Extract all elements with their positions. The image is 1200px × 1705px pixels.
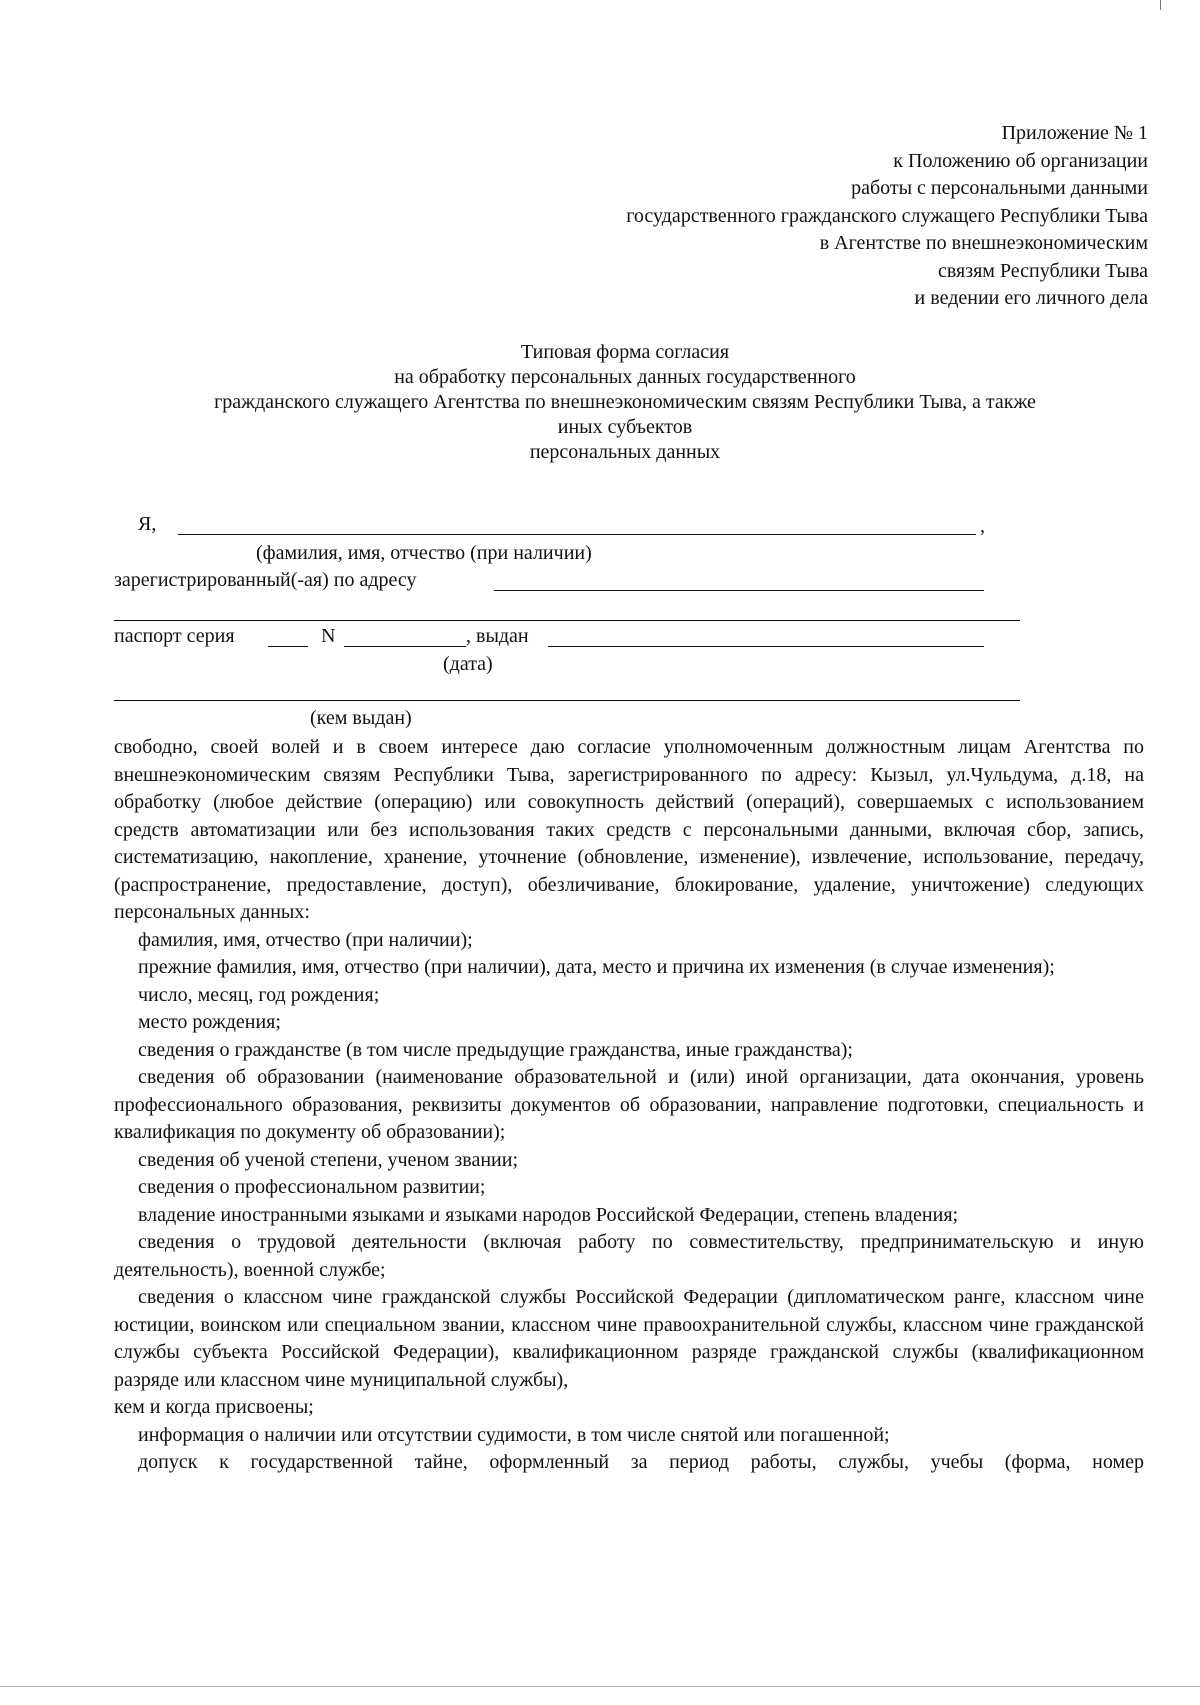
scan-bottom-edge — [0, 1686, 1200, 1687]
scan-edge-mark — [1160, 0, 1161, 10]
address-label: зарегистрированный(-ая) по адресу — [114, 569, 417, 591]
ya-label: Я, — [138, 513, 157, 535]
list-item: сведения о профессиональном развитии; — [138, 1176, 486, 1198]
title-line: Типовая форма согласия — [520, 341, 730, 363]
list-item: сведения об ученой степени, ученом звании; — [138, 1148, 519, 1171]
list-item: владение иностранными языками и языками народов Российской Федерации, степень владения; — [138, 1203, 959, 1226]
list-item: сведения о трудовой деятельности (включая работу по совместительству, предпринимательскую и иную деятельность), военной службе; — [114, 1231, 1144, 1281]
appendix-header — [626, 120, 1148, 313]
appendix-line: связям Республики Тыва — [937, 259, 1148, 282]
list-item: информация о наличии или отсутствии судимости, в том числе снятой или погашенной; — [138, 1423, 890, 1446]
fio-caption: (фамилия, имя, отчество (при наличии) — [256, 542, 592, 564]
title-line: персональных данных — [529, 441, 721, 463]
address-field-continued[interactable] — [114, 620, 1020, 621]
list-item: сведения о гражданстве (в том числе предыдущие гражданства, иные гражданства); — [138, 1038, 853, 1061]
issued-by-caption: (кем выдан) — [310, 707, 412, 729]
list-item: кем и когда присвоены; — [114, 1396, 314, 1418]
consent-intro-paragraph: свободно, своей волей и в своем интересе даю согласие уполномоченным должностным лицам Агентства по внешнеэкономическим связям Республики Тыва, зарегистрированного по адресу: Кызыл, ул.Чульдума, д.18, на обработку (любое действие (операцию) или совокупность действий (операций), совершаемых с использованием средств автоматизации или без использования таких средств с персональными данными, включая сбор, запись, систематизацию, накопление, хранение, уточнение (обновление, изменение), извлечение, использование, передачу, (распространение, предоставление, доступ), обезличивание, блокирование, удаление, уничтожение) следующих персональных данных: — [114, 736, 1144, 923]
title-line: иных субъектов — [557, 416, 693, 438]
passport-number-field[interactable] — [344, 646, 466, 647]
form-title — [110, 340, 1140, 465]
passport-series-field[interactable] — [268, 646, 308, 647]
fio-field[interactable] — [178, 534, 976, 535]
list-item: число, месяц, год рождения; — [138, 983, 380, 1006]
appendix-line: к Положению об организации — [893, 149, 1148, 172]
date-caption: (дата) — [443, 653, 493, 675]
consent-body — [114, 734, 1144, 1477]
title-line: на обработку персональных данных государственного — [394, 366, 856, 388]
appendix-line: в Агентстве по внешнеэкономическим — [819, 232, 1148, 254]
issued-label: , выдан — [466, 625, 529, 647]
passport-number-label: N — [321, 625, 336, 647]
list-item: фамилия, имя, отчество (при наличии); — [138, 928, 473, 951]
fio-comma: , — [980, 515, 985, 537]
passport-series-label: паспорт серия — [114, 625, 235, 647]
list-item: сведения об образовании (наименование образовательной и (или) иной организации, дата окончания, уровень профессионального образования, реквизиты документов об образовании, направление подготовки, специальность и квалификация по документу об образовании); — [114, 1066, 1144, 1143]
list-item: место рождения; — [138, 1011, 281, 1033]
address-field[interactable] — [494, 590, 984, 591]
appendix-line: Приложение № 1 — [1001, 122, 1148, 144]
appendix-line: работы с персональными данными — [851, 177, 1148, 199]
issue-date-field[interactable] — [548, 646, 984, 647]
list-item: сведения о классном чине гражданской службы Российской Федерации (дипломатическом ранге, классном чине юстиции, воинском или специальном звании, классном чине правоохранительной службы, классном чине гражданской службы субъекта Российской Федерации), квалификационном разряде гражданской службы (квалификационном разряде или классном чине муниципальной службы), — [114, 1286, 1144, 1391]
appendix-line: и ведении его личного дела — [914, 287, 1148, 309]
list-item: допуск к государственной тайне, оформленный за период работы, службы, учебы (форма, номер — [138, 1451, 1144, 1473]
title-line: гражданского служащего Агентства по внешнеэкономическим связям Республики Тыва, а также — [214, 391, 1036, 413]
appendix-line: государственного гражданского служащего Республики Тыва — [626, 204, 1148, 227]
issued-by-field[interactable] — [114, 700, 1020, 701]
list-item: прежние фамилия, имя, отчество (при наличии), дата, место и причина их изменения (в случае изменения); — [138, 956, 1055, 978]
